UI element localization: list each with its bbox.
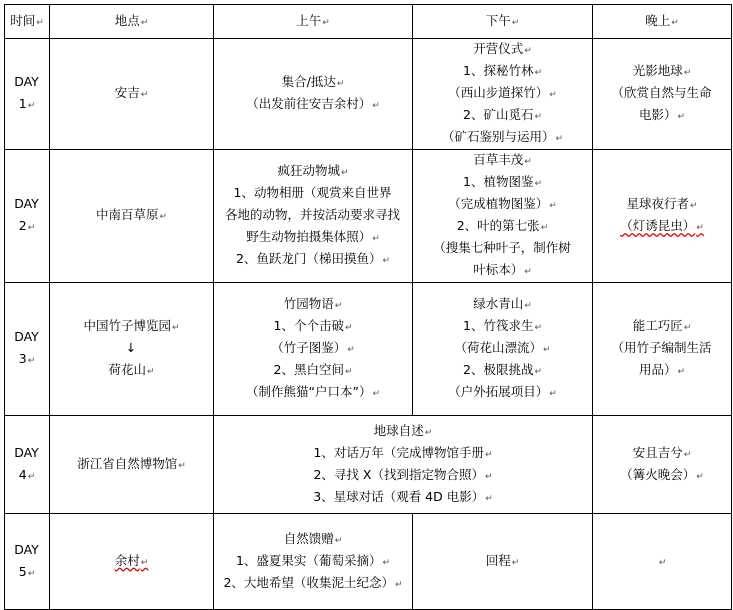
activity-line: 2、叶的第七张 ↵ [417, 216, 588, 238]
place-line: 安吉 ↵ [54, 83, 209, 105]
evening-cell [593, 514, 732, 610]
header-place [50, 5, 214, 39]
activity-line: 野生动物拍摄集体照） ↵ [218, 227, 408, 249]
activity-line: 1、动物相册（观赏来自世界 [233, 185, 392, 200]
table-row [5, 283, 732, 416]
activity-line: （完成植物图鉴） ↵ [417, 194, 588, 216]
day-number: 1 ↵ [9, 94, 45, 116]
place-cell [50, 39, 214, 150]
activity-line: 2、极限挑战 ↵ [417, 360, 588, 382]
day-number: 5 ↵ [9, 562, 45, 584]
activity-line [597, 551, 727, 573]
activity-line: 叶标本） ↵ [417, 260, 588, 282]
morning-cell [214, 283, 413, 416]
header-evening [593, 5, 732, 39]
activity-line: 百草丰茂 ↵ [417, 150, 588, 172]
table-row [5, 514, 732, 610]
activity-line: 2、大地希望（收集泥土纪念） ↵ [218, 573, 408, 595]
day-cell [5, 150, 50, 283]
activity-line: 1、盛夏果实（葡萄采摘） ↵ [218, 551, 408, 573]
table-row [5, 39, 732, 150]
place-cell [50, 514, 214, 610]
day-cell [5, 39, 50, 150]
header-afternoon-text: 下午 ↵ [417, 11, 588, 33]
activity-line: 2、矿山觅石 ↵ [417, 105, 588, 127]
afternoon-cell [413, 283, 593, 416]
activity-line: （欣赏自然与生命 [611, 85, 712, 100]
activity-line: （搜集七种叶子，制作树 [433, 240, 571, 255]
header-place-text: 地点 ↵ [54, 11, 209, 33]
place-line: 浙江省自然博物馆 ↵ [54, 454, 209, 476]
activity-line: （灯诱昆虫） ↵ [597, 216, 727, 238]
place-line: 荷花山 ↵ [54, 360, 209, 382]
table-row [5, 416, 732, 514]
evening-cell [593, 416, 732, 514]
activity-line: 安且吉兮 ↵ [597, 443, 727, 465]
header-evening-text: 晚上 ↵ [597, 11, 727, 33]
day-cell [5, 416, 50, 514]
activity-line: （西山步道探竹） ↵ [417, 83, 588, 105]
activity-line: 电影） ↵ [597, 105, 727, 127]
activity-line: 2、寻找 X（找到指定物合照） ↵ [218, 465, 588, 487]
morning-cell [214, 514, 413, 610]
header-time-text: 时间 ↵ [9, 11, 45, 33]
day-label: DAY [14, 196, 39, 211]
place-line: 中国竹子博览园 ↵ [54, 316, 209, 338]
day-label: DAY [14, 74, 39, 89]
header-time [5, 5, 50, 39]
place-cell [50, 283, 214, 416]
place-cell [50, 150, 214, 283]
activity-line: 自然馈赠 ↵ [218, 529, 408, 551]
activity-line: 绿水青山 ↵ [417, 294, 588, 316]
activity-line: 星球夜行者 ↵ [597, 194, 727, 216]
afternoon-cell [413, 514, 593, 610]
activity-line: 1、个个击破 ↵ [218, 316, 408, 338]
activity-line: 疯狂动物城 ↵ [218, 161, 408, 183]
activity-line: 1、竹筏求生 ↵ [417, 316, 588, 338]
activity-line: 地球自述 ↵ [218, 421, 588, 443]
activity-line: 各地的动物，并按活动要求寻找 [224, 207, 400, 222]
place-line: 余村 ↵ [54, 551, 209, 573]
activity-line: （户外拓展项目） ↵ [417, 382, 588, 404]
activity-line: （竹子图鉴） ↵ [218, 338, 408, 360]
header-afternoon [413, 5, 593, 39]
activity-line: （出发前往安吉余村） ↵ [218, 94, 408, 116]
activity-line: （篝火晚会） ↵ [597, 465, 727, 487]
activity-line: 用品） ↵ [597, 360, 727, 382]
arrow-down-icon: ↓ [125, 340, 137, 355]
activity-line: 1、探秘竹林 ↵ [417, 61, 588, 83]
activity-line: 3、星球对话（观看 4D 电影） ↵ [218, 487, 588, 509]
daytime-merged-cell [214, 416, 593, 514]
day-cell [5, 514, 50, 610]
morning-cell [214, 150, 413, 283]
header-row [5, 5, 732, 39]
day-label: DAY [14, 541, 39, 557]
evening-cell [593, 150, 732, 283]
activity-line: （荷花山漂流） ↵ [417, 338, 588, 360]
day-number: 2 ↵ [9, 216, 45, 238]
table-row [5, 150, 732, 283]
day-number: 3 ↵ [9, 349, 45, 371]
header-morning-text: 上午 ↵ [218, 11, 408, 33]
activity-line: （矿石鉴别与运用） ↵ [417, 127, 588, 149]
header-morning [214, 5, 413, 39]
activity-line: 1、对话万年（完成博物馆手册 ↵ [218, 443, 588, 465]
day-label: DAY [14, 329, 39, 344]
activity-line: 竹园物语 ↵ [218, 294, 408, 316]
evening-cell [593, 39, 732, 150]
place-line: 中南百草原 ↵ [54, 205, 209, 227]
day-label: DAY [14, 444, 39, 460]
itinerary-table [4, 4, 732, 610]
morning-cell [214, 39, 413, 150]
day-number: 4 ↵ [9, 465, 45, 487]
afternoon-cell [413, 39, 593, 150]
afternoon-cell [413, 150, 593, 283]
evening-cell [593, 283, 732, 416]
place-cell [50, 416, 214, 514]
activity-line: 开营仪式 ↵ [417, 39, 588, 61]
activity-line: 2、黑白空间 ↵ [218, 360, 408, 382]
activity-line: 集合/抵达 ↵ [218, 72, 408, 94]
activity-line: 能工巧匠 ↵ [597, 316, 727, 338]
activity-line: 回程 ↵ [417, 551, 588, 573]
activity-line: （用竹子编制生活 [611, 340, 712, 355]
activity-line: 2、鱼跃龙门（梯田摸鱼） ↵ [218, 249, 408, 271]
activity-line: （制作熊猫“户口本”） ↵ [218, 382, 408, 404]
activity-line: 1、植物图鉴 ↵ [417, 172, 588, 194]
day-cell [5, 283, 50, 416]
activity-line: 光影地球 ↵ [597, 61, 727, 83]
